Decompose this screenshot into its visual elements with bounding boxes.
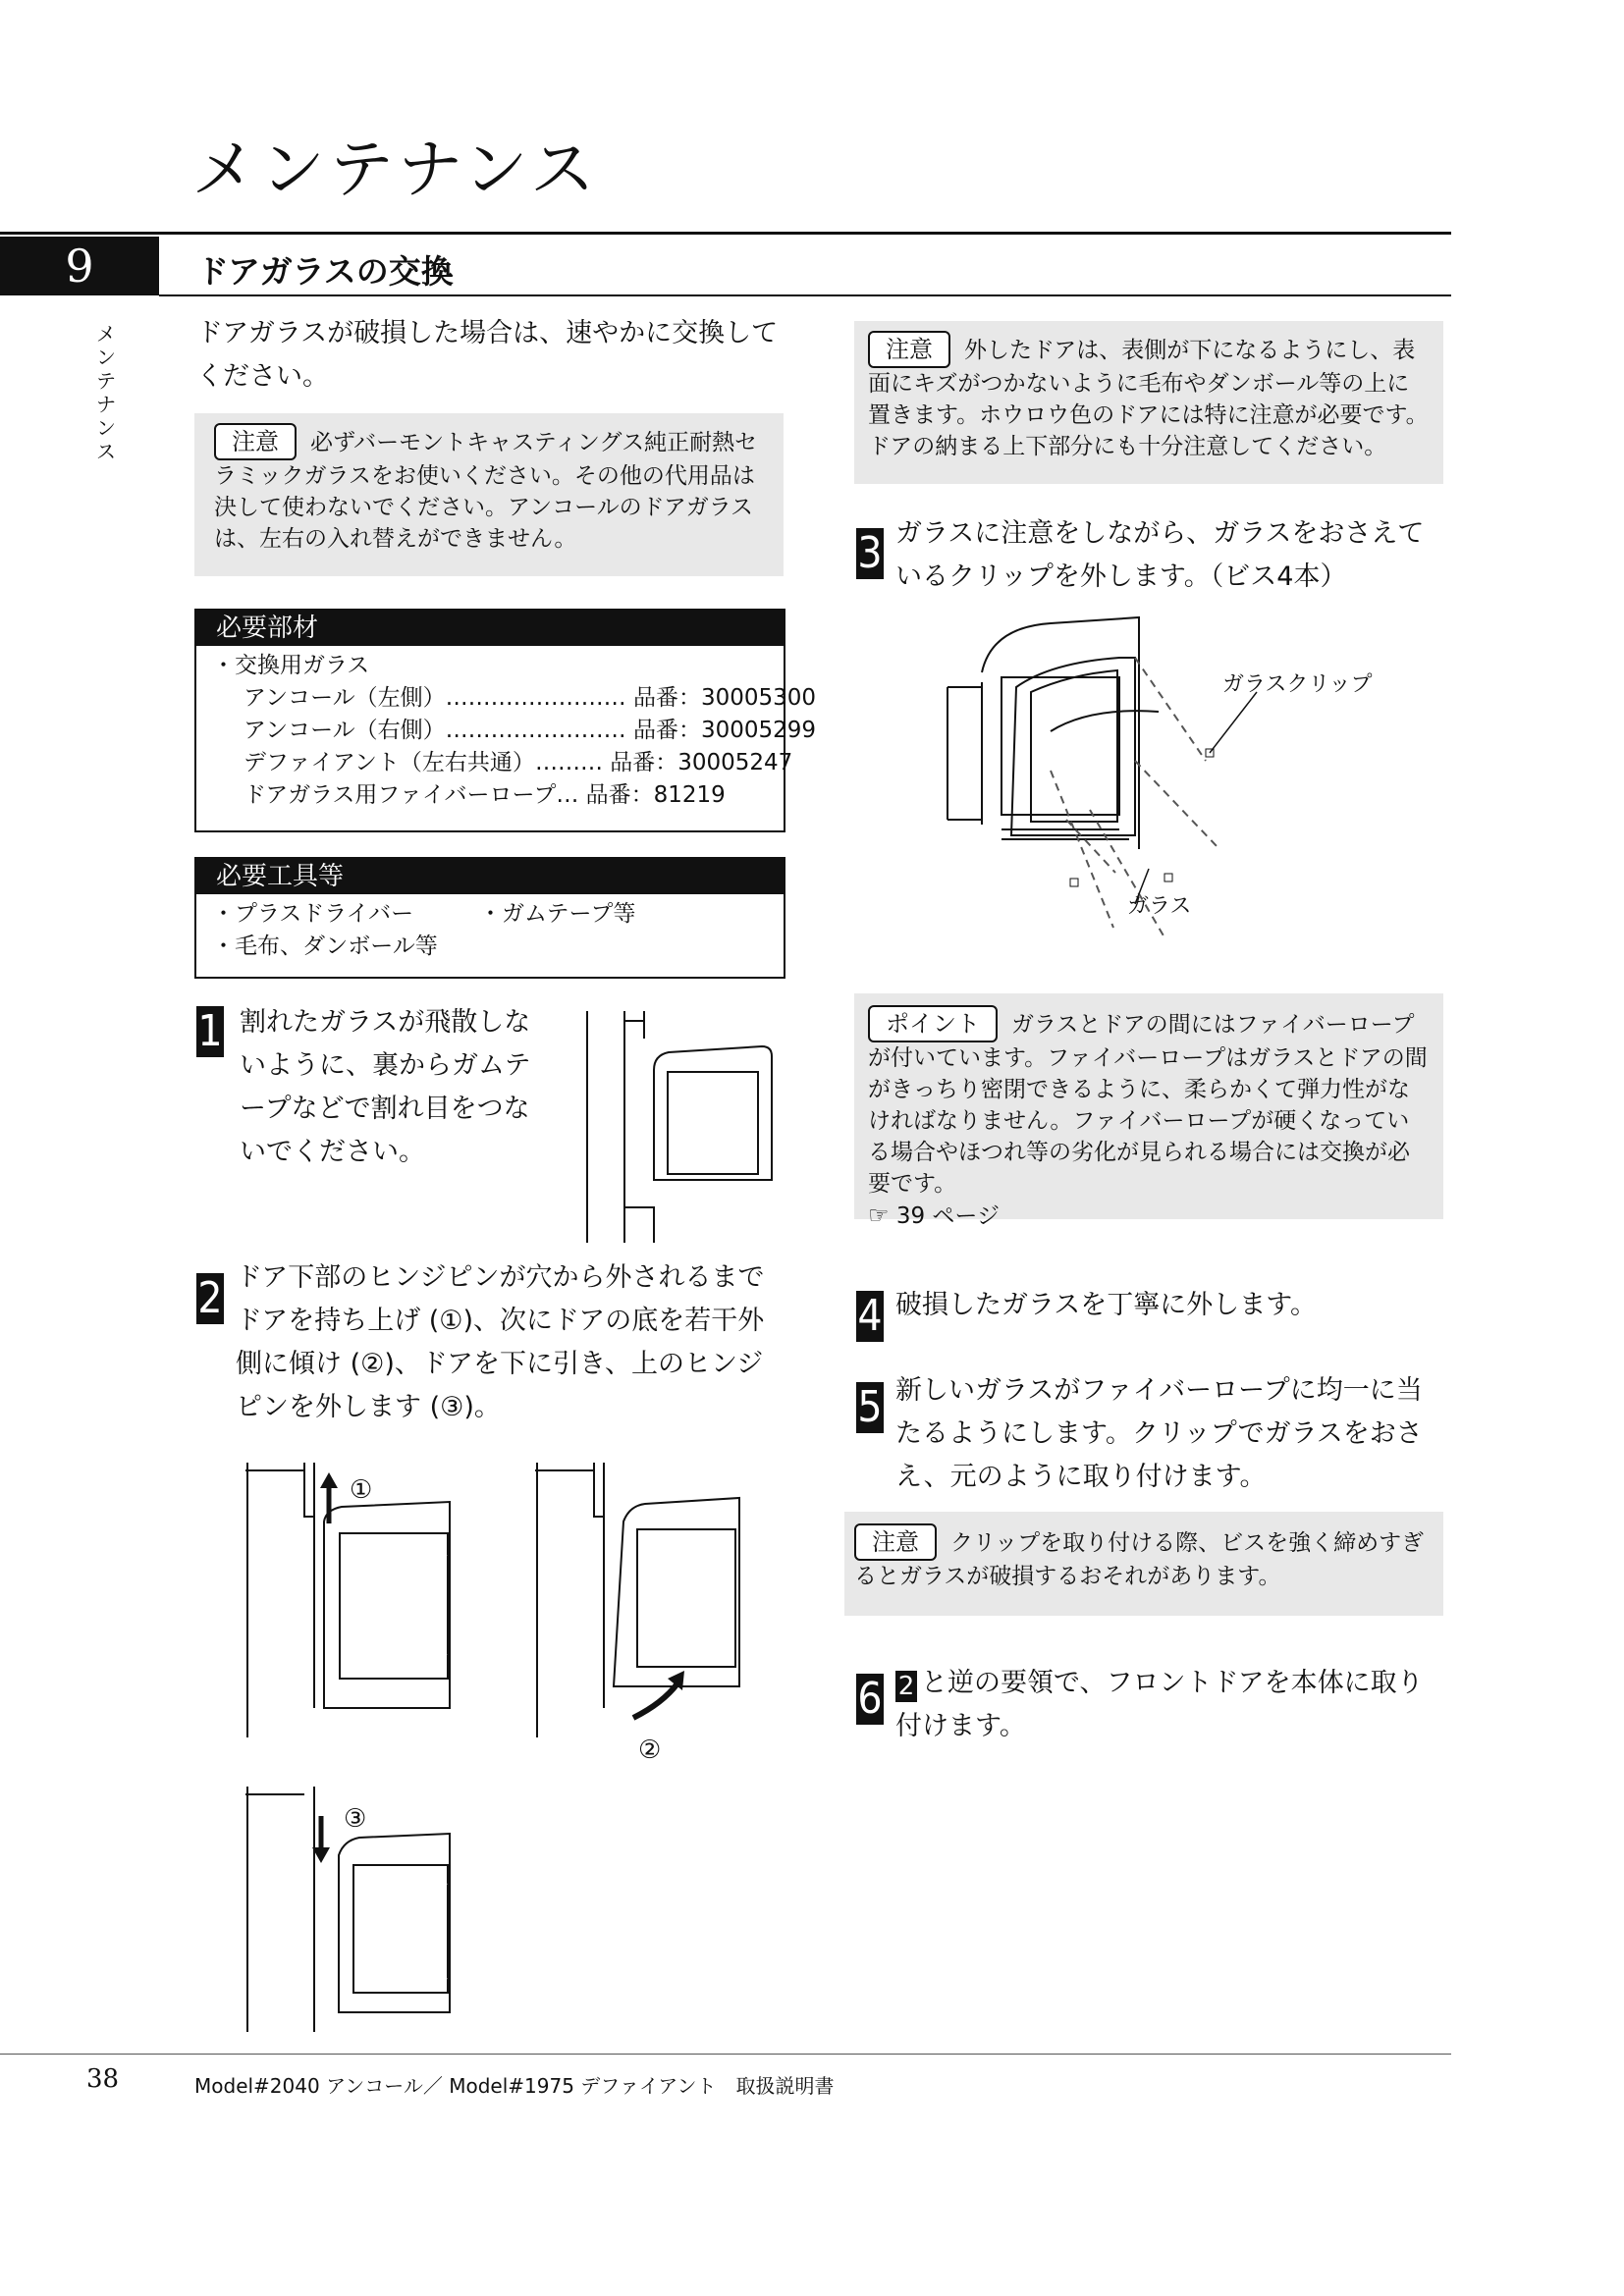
header-rule [0, 232, 1451, 235]
parts-item: デファイアント（左右共通）……… 品番：30005247 [244, 750, 793, 775]
section-title: ドアガラスの交換 [196, 252, 454, 291]
parts-list [196, 682, 817, 812]
step-3-glass-diagram [943, 614, 1276, 947]
caution-tag: 注意 [214, 423, 297, 460]
point-tag: ポイント [868, 1005, 998, 1042]
page-reference [868, 1200, 1430, 1232]
step-number-6: 6 [857, 1674, 883, 1724]
footer-rule [0, 2054, 1451, 2055]
caution-text: 外したドアは、表側が下になるようにし、表面にキズがつかないように毛布やダンボール等の上に置きます。ホウロウ色のドアには特に注意が必要です。ドアの納まる上下部分にも十分注意してください。 [868, 338, 1429, 459]
parts-item: ドアガラス用ファイバーロープ… 品番：81219 [244, 782, 726, 808]
figure-label-1: ① [350, 1475, 373, 1505]
tool-item: ・毛布、ダンボール等 [212, 934, 438, 959]
parts-box [194, 609, 817, 832]
tool-item: ・プラスドライバー [212, 901, 414, 927]
step-2-figure-b [535, 1463, 741, 1737]
caution-tag: 注意 [868, 331, 950, 368]
page-title: メンテナンス [191, 132, 599, 207]
step-2-figure-a [245, 1463, 452, 1737]
step-number-2: 2 [197, 1273, 223, 1323]
step-5-text: 新しいガラスがファイバーロープに均一に当たるようにします。クリップでガラスをおさえ、元のように取り付けます。 [895, 1375, 1423, 1492]
step-reference-2: 2 [895, 1671, 917, 1702]
side-label: メンテナンス [96, 322, 116, 463]
step-6-text: 2 と逆の要領で、フロントドアを本体に取り付けます。 [895, 1668, 1424, 1741]
step-3-text: ガラスに注意をしながら、ガラスをおさえているクリップを外します。（ビス4本） [895, 518, 1425, 592]
page-reference-text: 39 ページ [895, 1203, 1000, 1229]
tools-heading: 必要工具等 [196, 859, 784, 894]
step-1-figure [585, 1011, 780, 1243]
parts-heading: 必要部材 [196, 611, 784, 646]
page-number: 38 [86, 2064, 120, 2094]
step-number-3: 3 [857, 528, 883, 578]
section-number: 9 [0, 237, 159, 295]
step-4-text: 破損したガラスを丁寧に外します。 [895, 1290, 1318, 1320]
glass-label: ガラス [1127, 894, 1192, 919]
point-text: ガラスとドアの間にはファイバーロープが付いています。ファイバーロープはガラスとドアの間がきっちり密閉できるように、柔らかくて弾力性がなければなりません。ファイバーロープが硬くなっている場合やほつれ等の劣化が見られる場合には交換が必要です。 [868, 1012, 1428, 1197]
tool-item: ・ガムテープ等 [479, 901, 636, 927]
step-2-text: ドア下部のヒンジピンが穴から外されるまでドアを持ち上げ (①)、次にドアの底を若干外側に傾け (②)、ドアを下に引き、上のヒンジピンを外します (③)。 [236, 1262, 765, 1422]
point-box [854, 993, 1443, 1229]
figure-label-2: ② [638, 1735, 662, 1765]
caution-tag: 注意 [854, 1523, 937, 1561]
parts-category: ・交換用ガラス [212, 653, 370, 678]
step-number-4: 4 [857, 1291, 883, 1341]
tools-row [196, 898, 784, 931]
parts-item: アンコール（右側）…………………… 品番：30005299 [244, 718, 817, 743]
step-number-1: 1 [197, 1006, 223, 1056]
tools-box [194, 857, 785, 979]
caution-box-3 [844, 1512, 1443, 1616]
caution-box-1 [194, 413, 784, 576]
figure-label-3: ③ [344, 1804, 367, 1834]
section-rule [159, 294, 1451, 296]
caution-text: 必ずバーモントキャスティングス純正耐熱セラミックガラスをお使いください。その他の代用品は決して使わないでください。アンコールのドアガラスは、左右の入れ替えができません。 [214, 430, 758, 552]
caution-box-2 [854, 321, 1443, 484]
intro-text: ドアガラスが破損した場合は、速やかに交換してください。 [196, 318, 779, 392]
step-number-5: 5 [857, 1382, 883, 1432]
step-1-text: 割れたガラスが飛散しないように、裏からガムテープなどで割れ目をつないでください。 [240, 1007, 531, 1167]
parts-item: アンコール（左側）…………………… 品番：30005300 [244, 685, 817, 711]
footer-text: Model#2040 アンコール／ Model#1975 デファイアント 取扱説明書 [194, 2074, 835, 2098]
pointing-hand-icon: ☞ [868, 1201, 890, 1229]
glass-clip-label: ガラスクリップ [1222, 672, 1373, 697]
caution-text: クリップを取り付ける際、ビスを強く締めすぎるとガラスが破損するおそれがあります。 [854, 1530, 1425, 1589]
